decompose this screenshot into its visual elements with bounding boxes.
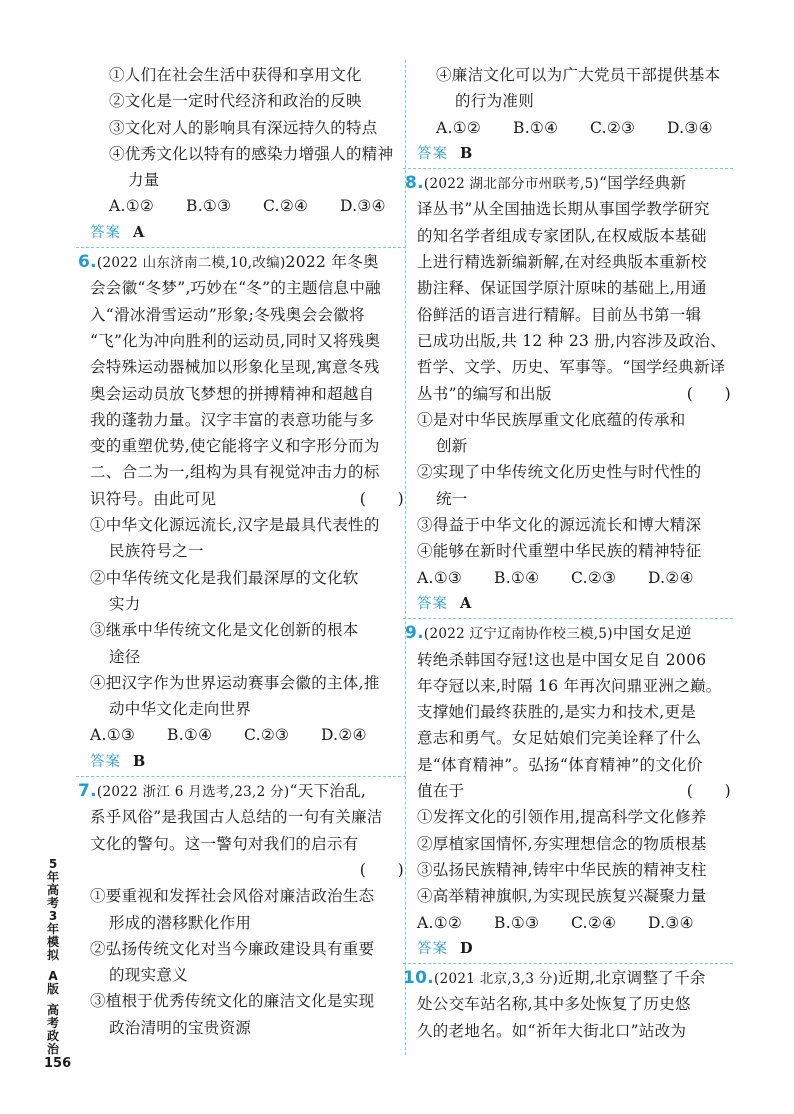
choice-d: D.③④	[648, 913, 694, 932]
stem-line: 中国女足逆	[612, 624, 692, 643]
choice-a: A.①③	[417, 568, 463, 587]
choice-a: A.①②	[109, 197, 155, 216]
option: ②厚植家国情怀,夯实理想信念的物质根基	[417, 834, 707, 853]
question-source: (2022 浙江 6 月选考,23,2 分)	[96, 784, 290, 801]
option: ③文化对人的影响具有深远持久的特点	[109, 118, 378, 137]
series-char: 3	[48, 909, 58, 923]
choices	[417, 910, 737, 936]
stem-line: 奥会运动员放飞梦想的拼搏精神和超越自	[90, 384, 375, 403]
choice-d: D.②④	[321, 726, 367, 745]
answer-value: B	[133, 752, 146, 770]
choice-b: B.①③	[186, 197, 232, 216]
question-source: (2022 辽宁辽南协作校三模,5)	[423, 626, 613, 643]
stem-line: 译丛书”从全国抽选长期从事国学教学研究	[417, 200, 710, 219]
stem-line: 久的老地名。如“祈年大街北口”站改为	[417, 1021, 687, 1040]
option: ①要重视和发挥社会风俗对廉洁政治生态	[90, 887, 375, 906]
option-cont: 统一	[436, 489, 468, 508]
option: ②弘扬传统文化对当今廉政建设具有重要	[90, 939, 375, 958]
answer-value: D	[460, 939, 473, 957]
option: ①是对中华民族厚重文化底蕴的传承和	[417, 410, 686, 429]
series-char: 拟	[46, 948, 59, 962]
answer-paren: ( )	[686, 782, 731, 801]
answer-value: B	[460, 144, 473, 162]
option-cont: 力量	[128, 171, 160, 190]
stem-line: 入“滑冰滑雪运动”形象;冬残奥会会徽将	[90, 305, 365, 324]
edition-char: 版	[46, 982, 59, 996]
answer-paren: ( )	[686, 384, 731, 403]
choice-c: C.②④	[263, 197, 309, 216]
stem-line: 勘注释、保证国学原汁原味的基础上,用通	[417, 279, 707, 298]
stem-line: 处公交车站名称,其中多处恢复了历史悠	[417, 995, 691, 1014]
series-char: 考	[46, 896, 59, 910]
series-char: 5	[48, 857, 58, 871]
answer-label: 答案	[417, 595, 448, 612]
option: ②中华传统文化是我们最深厚的文化软	[90, 568, 359, 587]
choice-a: A.①③	[90, 726, 136, 745]
option: ②文化是一定时代经济和政治的反映	[109, 92, 362, 111]
question-source: (2021 北京,3,3 分)	[434, 971, 559, 988]
question-10-first-line	[403, 965, 737, 991]
stem-line	[417, 778, 737, 804]
answer-line	[90, 749, 410, 775]
stem-line	[417, 381, 737, 407]
series-char: 高	[46, 883, 59, 897]
stem-line: 俗鲜活的语言进行精解。目前丛书第一辑	[417, 305, 702, 324]
question-number: 9.	[405, 623, 424, 644]
option: ④把汉字作为世界运动赛事会徽的主体,推	[90, 673, 380, 692]
answer-label: 答案	[417, 940, 448, 957]
question-number: 7.	[78, 781, 97, 802]
stem-line: 变的重塑优势,使它能将字义和字形分而为	[90, 437, 380, 456]
page-number: 156	[44, 1056, 72, 1071]
answer-label: 答案	[90, 224, 121, 241]
stem-line	[90, 857, 410, 883]
stem-line: 的知名学者组成专家团队,在权威版本基础	[417, 226, 707, 245]
option-cont: 实力	[109, 594, 141, 613]
stem-line: 是“体育精神”。弘扬“体育精神”的文化价	[417, 755, 703, 774]
stem-line: 会特殊运动器械加以形象化呈现,寓意冬残	[90, 358, 380, 377]
left-column	[78, 62, 410, 1041]
question-7-first-line	[78, 778, 410, 804]
stem-line: 支撑她们最终获胜的,是实力和技术,更是	[417, 703, 697, 722]
choice-c: C.②③	[244, 726, 290, 745]
question-6-first-line	[78, 249, 410, 275]
stem-line: 意志和勇气。女足姑娘们完美诠释了什么	[417, 729, 702, 748]
choice-b: B.①④	[513, 118, 559, 137]
subject-char: 考	[46, 1016, 59, 1030]
option-cont: 创新	[436, 437, 468, 456]
option-cont: 动中华文化走向世界	[109, 700, 252, 719]
subject-char: 治	[46, 1042, 59, 1056]
subject-char: 政	[46, 1029, 59, 1043]
question-source: (2022 湖北部分市州联考,5)	[423, 176, 600, 193]
option: ③植根于优秀传统文化的廉洁文化是实现	[90, 992, 375, 1011]
question-9-first-line	[405, 620, 737, 646]
question-number: 6.	[78, 252, 97, 273]
option: ①中华文化源远流长,汉字是最具代表性的	[90, 516, 380, 535]
question-number: 8.	[405, 173, 424, 194]
answer-paren: ( )	[359, 489, 404, 508]
stem-line: 系乎风俗”是我国古人总结的一句有关廉洁	[90, 808, 383, 827]
choices	[90, 193, 410, 219]
stem-line: “天下治乱,	[289, 782, 367, 801]
choices	[417, 115, 737, 141]
option-cont: 民族符号之一	[109, 542, 204, 561]
side-book-label	[44, 858, 62, 1056]
question-separator	[76, 247, 406, 248]
stem-text: 丛书”的编写和出版	[417, 384, 552, 403]
option: ①发挥文化的引领作用,提高科学文化修养	[417, 808, 707, 827]
answer-paren: ( )	[359, 860, 404, 879]
choice-d: D.③④	[340, 197, 386, 216]
stem-line: 哲学、文学、历史、军事等。“国学经典新译	[417, 358, 726, 377]
option: ③弘扬民族精神,铸牢中华民族的精神支柱	[417, 860, 707, 879]
choice-c: C.②④	[571, 913, 617, 932]
choice-b: B.①④	[494, 568, 540, 587]
option: ③得益于中华文化的源远流长和博大精深	[417, 516, 702, 535]
stem-line: 二、合二为一,组构为具有视觉冲击力的标	[90, 463, 380, 482]
choice-d: D.③④	[667, 118, 713, 137]
series-char: 模	[46, 935, 59, 949]
answer-label: 答案	[90, 753, 121, 770]
stem-line: 转绝杀韩国夺冠!这也是中国女足自 2006	[417, 650, 707, 669]
answer-line	[90, 220, 410, 246]
stem-line: “飞”化为冲向胜利的运动员,同时又将残奥	[90, 331, 381, 350]
stem-line: 文化的警句。这一警句对我们的启示有	[90, 834, 359, 853]
option: ③继承中华传统文化是文化创新的根本	[90, 621, 359, 640]
question-separator	[76, 776, 406, 777]
option-cont: 的行为准则	[455, 92, 535, 111]
stem-line	[90, 486, 410, 512]
option: ①人们在社会生活中获得和享用文化	[109, 66, 362, 84]
question-separator	[403, 618, 733, 619]
stem-line: 上进行精选新编新解,在对经典版本重新校	[417, 253, 707, 272]
choice-b: B.①③	[494, 913, 540, 932]
stem-line: 年夺冠以来,时隔 16 年再次问鼎亚洲之巅。	[417, 676, 722, 695]
choice-d: D.②④	[648, 568, 694, 587]
series-char: 年	[46, 922, 59, 936]
option: ②实现了中华传统文化历史性与时代性的	[417, 463, 702, 482]
stem-text: 识符号。由此可见	[90, 489, 217, 508]
answer-label: 答案	[417, 145, 448, 162]
question-8-first-line	[405, 170, 737, 196]
choice-c: C.②③	[571, 568, 617, 587]
option: ④能够在新时代重塑中华民族的精神特征	[417, 542, 702, 561]
answer-value: A	[460, 594, 472, 612]
series-char: 年	[46, 870, 59, 884]
stem-line: 2022 年冬奥	[285, 253, 379, 272]
right-column	[403, 62, 737, 1044]
option-cont: 政治清明的宝贵资源	[109, 1018, 252, 1037]
choice-c: C.②③	[590, 118, 636, 137]
stem-line: 我的蓬勃力量。汉字丰富的表意功能与多	[90, 410, 375, 429]
subject-char: 高	[46, 1003, 59, 1017]
choice-b: B.①④	[167, 726, 213, 745]
option-cont: 的现实意义	[109, 966, 189, 985]
question-source: (2022 山东济南二模,10,改编)	[96, 255, 286, 272]
choices	[417, 565, 737, 591]
answer-line	[417, 591, 737, 617]
option: ④廉洁文化可以为广大党员干部提供基本	[436, 66, 721, 84]
option: ④高举精神旗帜,为实现民族复兴凝聚力量	[417, 887, 707, 906]
stem-line: “国学经典新	[599, 174, 687, 193]
choices	[90, 722, 410, 748]
stem-line: 已成功出版,共 12 种 23 册,内容涉及政治、	[417, 331, 727, 350]
question-number: 10.	[403, 968, 435, 989]
question-separator	[403, 168, 733, 169]
option-cont: 途径	[109, 647, 141, 666]
answer-line	[417, 141, 737, 167]
answer-line	[417, 936, 737, 962]
stem-line: 近期,北京调整了千余	[558, 969, 706, 988]
answer-value: A	[133, 223, 145, 241]
option: ④优秀文化以特有的感染力增强人的精神	[109, 144, 394, 163]
choice-a: A.①②	[436, 118, 482, 137]
question-separator	[403, 963, 733, 964]
stem-text: 值在于	[417, 782, 465, 801]
choice-a: A.①②	[417, 913, 463, 932]
option-cont: 形成的潜移默化作用	[109, 913, 252, 932]
stem-line: 会会徽“冬梦”,巧妙在“冬”的主题信息中融	[90, 279, 381, 298]
edition-char: A	[48, 969, 58, 983]
